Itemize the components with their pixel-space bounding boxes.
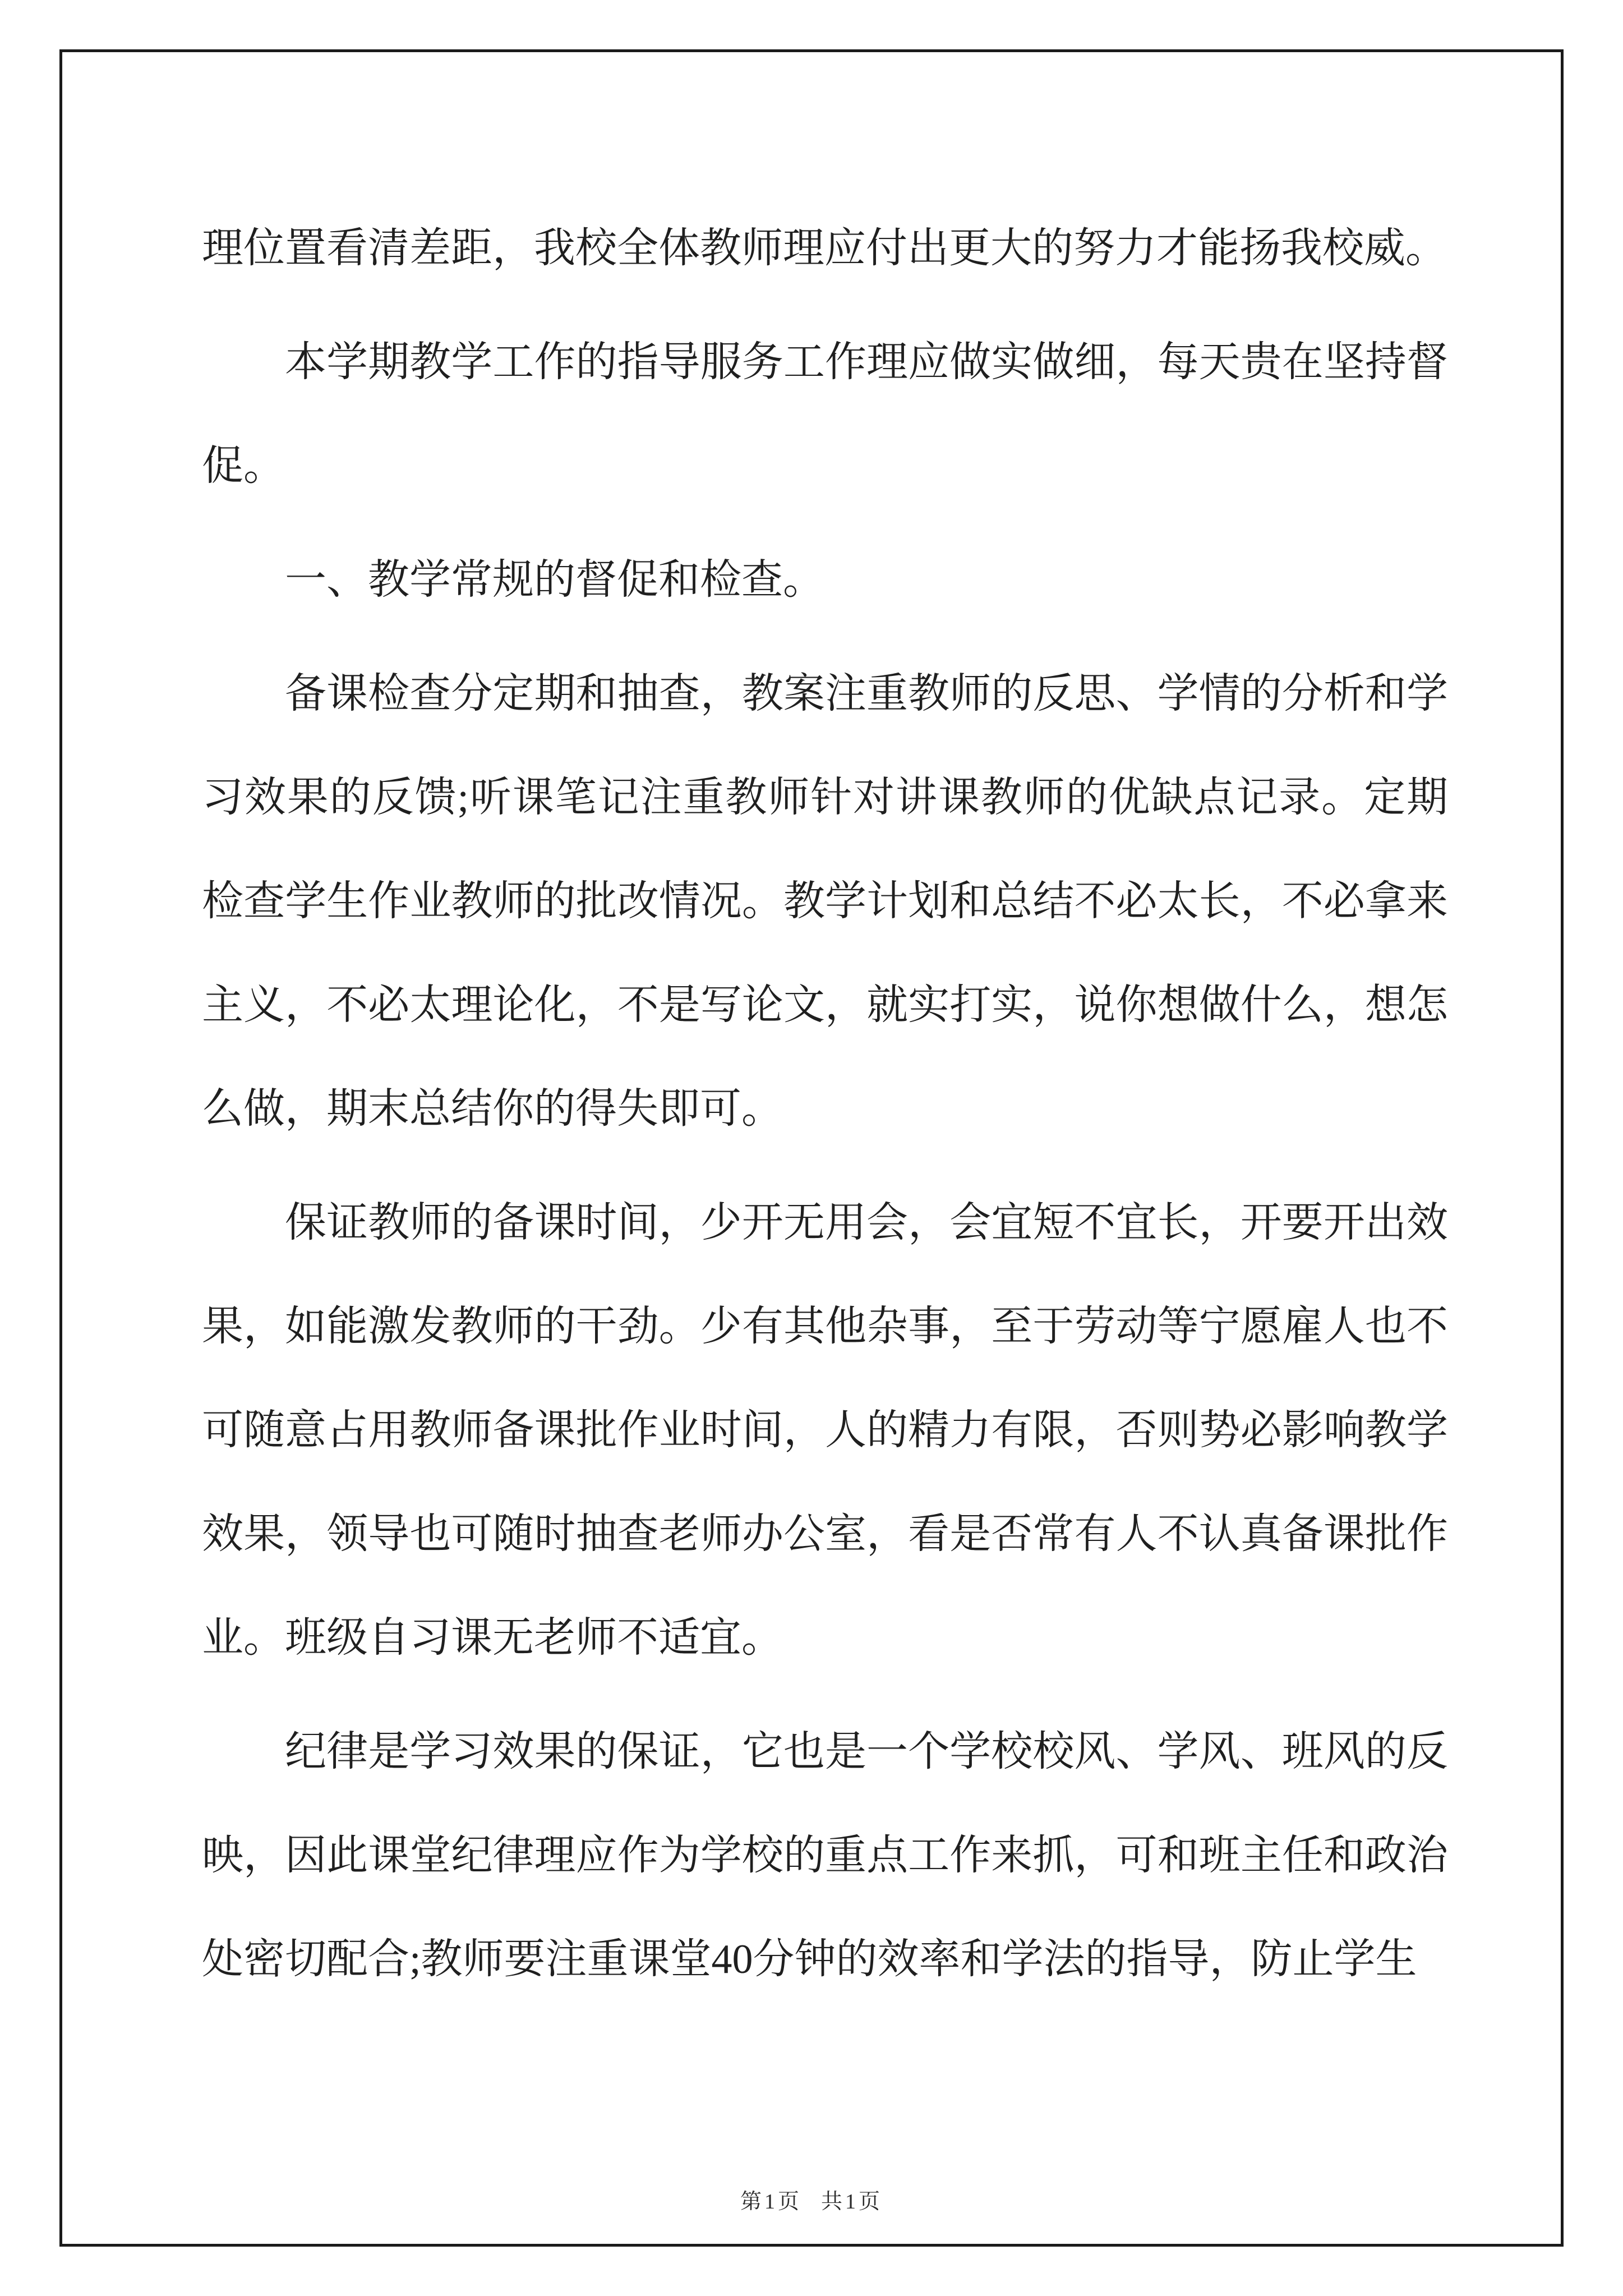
paragraph: 纪律是学习效果的保证，它也是一个学校校风、学风、班风的反映，因此课堂纪律理应作为学校的重点工作来抓，可和班主任和政治处密切配合;教师要注重课堂40分钟的效率和学法的指导，防止学生 [202,1729,1448,1982]
paragraph: 本学期教学工作的指导服务工作理应做实做细，每天贵在坚持督促。 [202,339,1448,489]
page-number-current: 第1页 [740,2190,802,2214]
page-footer [0,2184,1623,2215]
paragraph: 备课检查分定期和抽查，教案注重教师的反思、学情的分析和学习效果的反馈;听课笔记注重教师针对讲课教师的优缺点记录。定期检查学生作业教师的批改情况。教学计划和总结不必太长，不必拿来主义，不必太理论化，不是写论文，就实打实，说你想做什么，想怎么做，期末总结你的得失即可。 [202,671,1448,1132]
page-number-total: 共1页 [821,2190,883,2214]
paragraph: 保证教师的备课时间，少开无用会，会宜短不宜长，开要开出效果，如能激发教师的干劲。少有其他杂事，至于劳动等宁愿雇人也不可随意占用教师备课批作业时间，人的精力有限，否则势必影响教学效果，领导也可随时抽查老师办公室，看是否常有人不认真备课批作业。班级自习课无老师不适宜。 [202,1200,1448,1661]
document-body [202,197,1448,2022]
paragraph: 理位置看清差距，我校全体教师理应付出更大的努力才能扬我校威。 [202,226,1447,272]
paragraph-section-heading: 一、教学常规的督促和检查。 [285,557,824,603]
